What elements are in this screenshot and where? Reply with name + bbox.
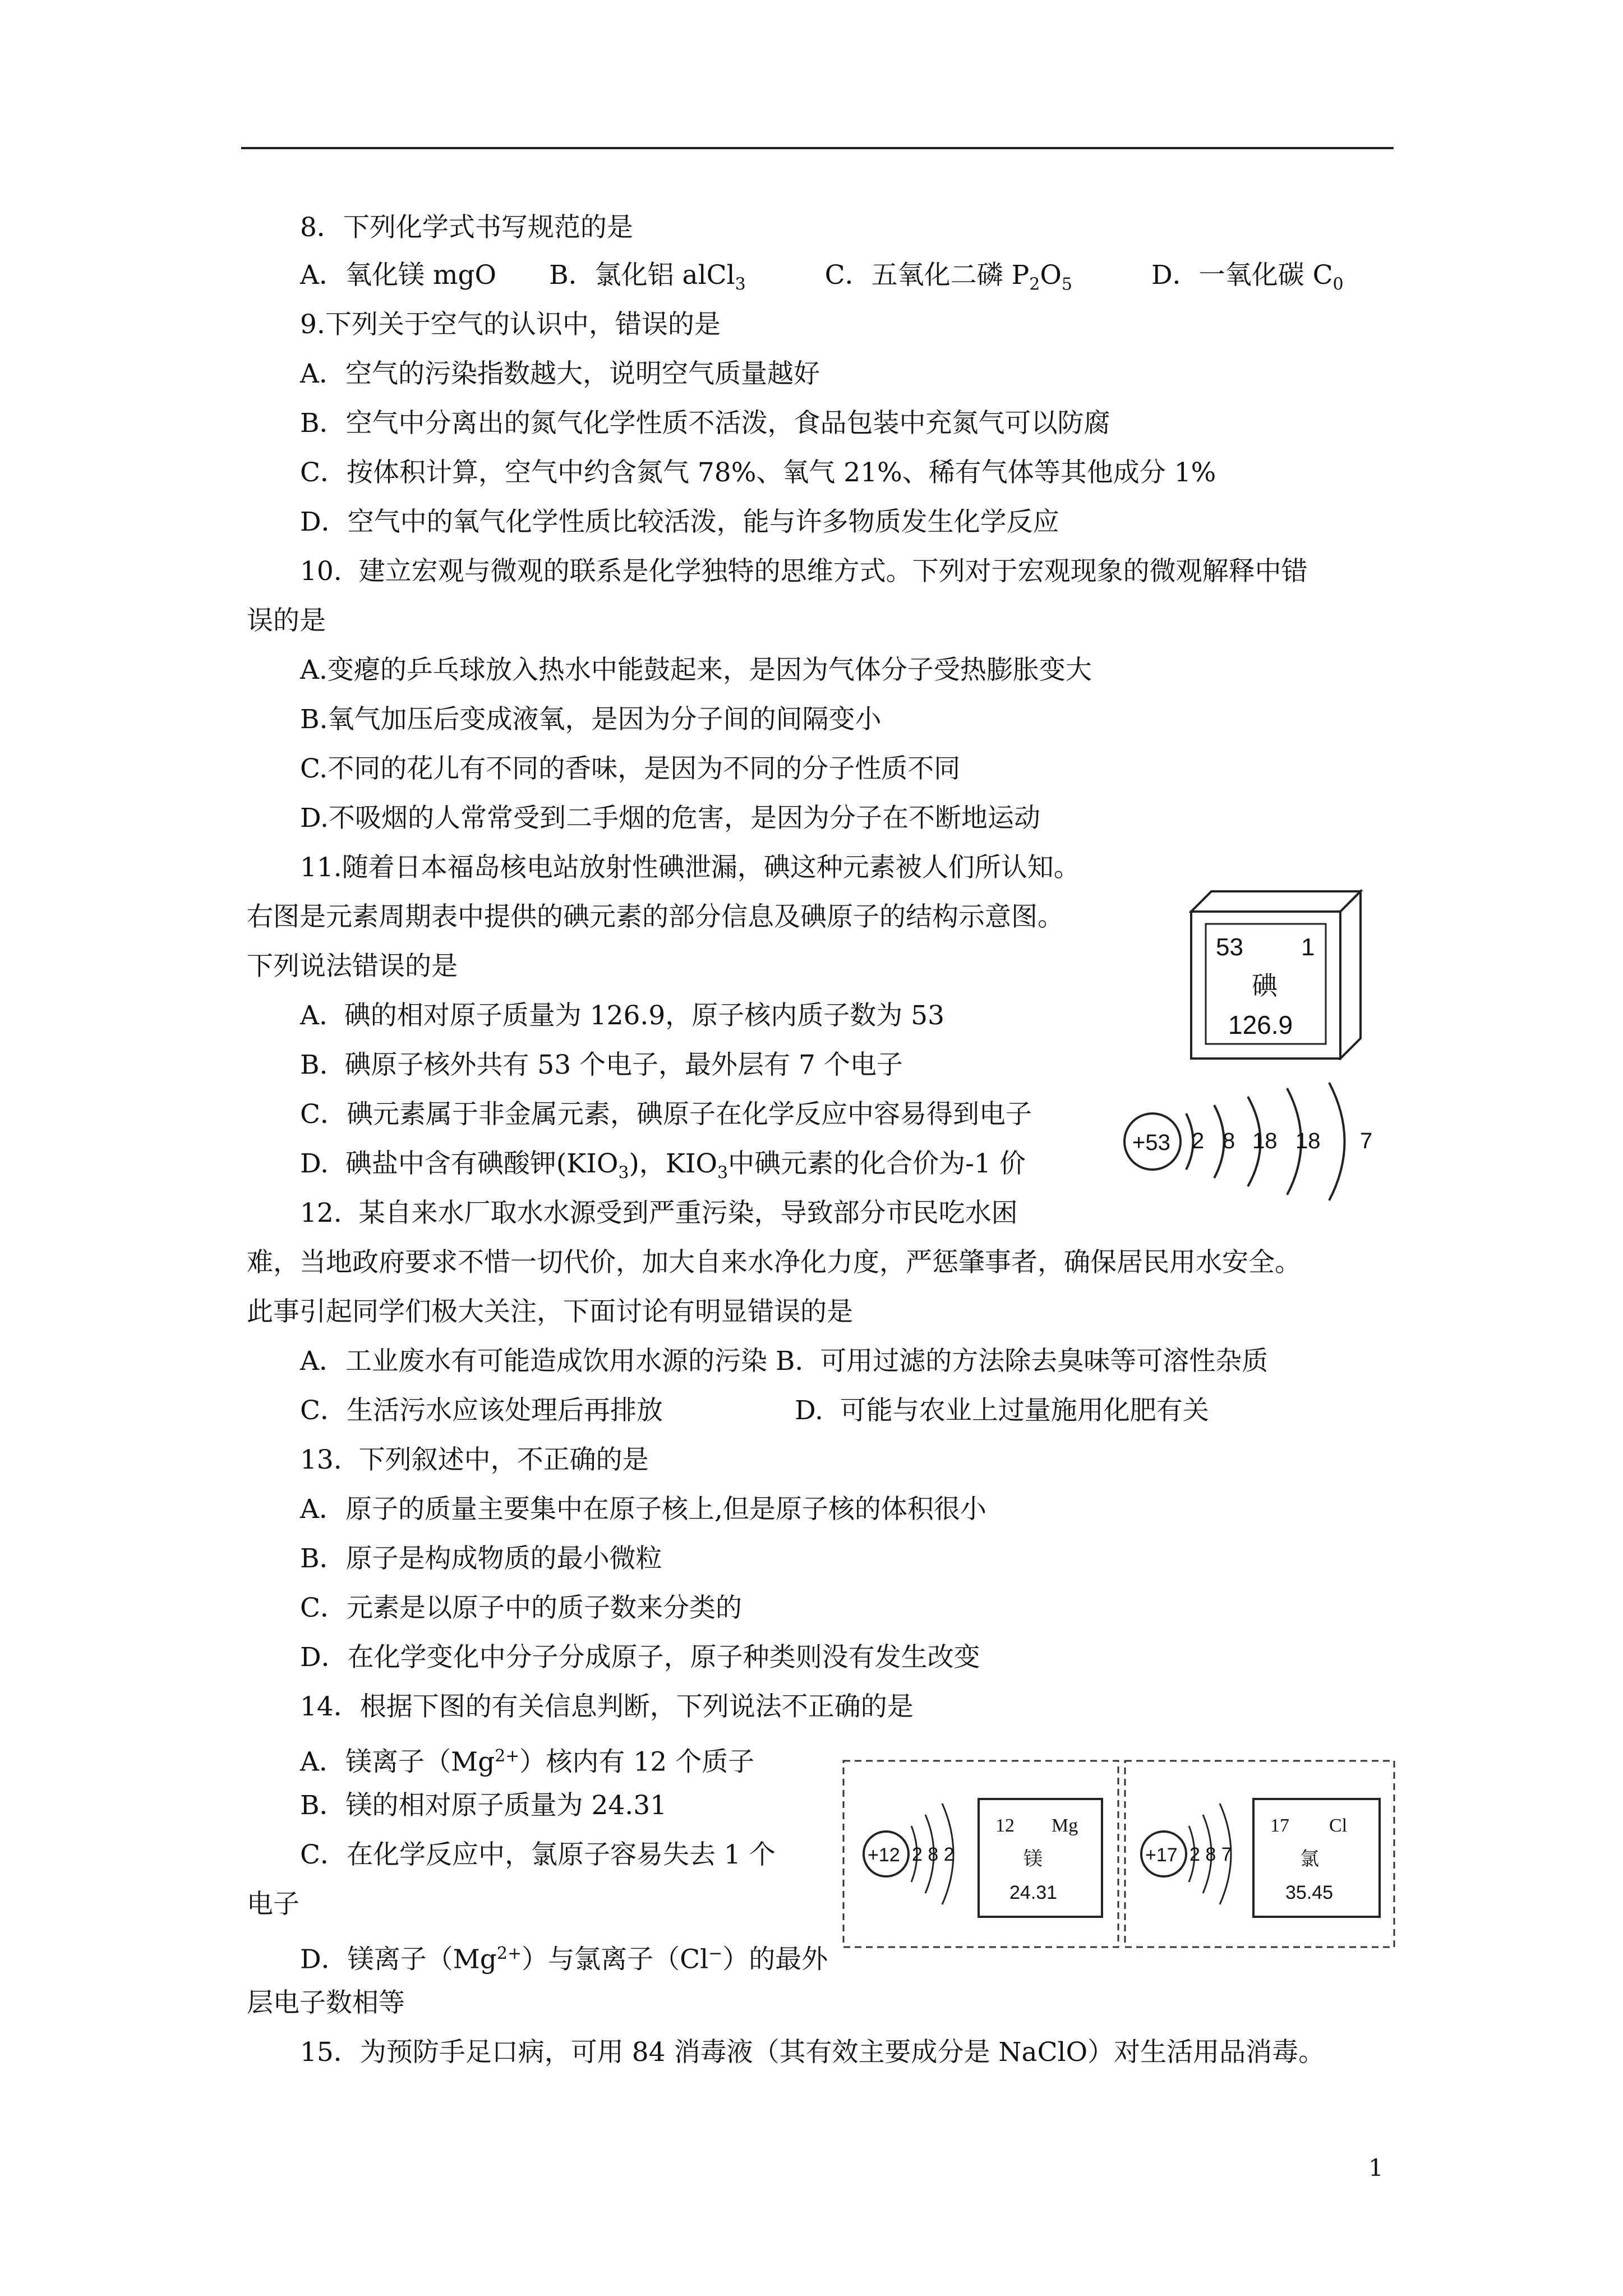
iodine-mark: 1 [1301, 933, 1315, 961]
q8-stem: 8．下列化学式书写规范的是 [300, 212, 633, 243]
q9-option-c: C．按体积计算，空气中约含氮气 78%、氧气 21%、稀有气体等其他成分 1% [300, 457, 1216, 488]
q13-option-b: B．原子是构成物质的最小微粒 [300, 1543, 662, 1574]
q10-option-c: C.不同的花儿有不同的香味，是因为不同的分子性质不同 [300, 753, 961, 784]
q9-option-b: B．空气中分离出的氮气化学性质不活泼，食品包装中充氮气可以防腐 [300, 408, 1110, 439]
mg-atomic-mass: 24.31 [1009, 1882, 1058, 1903]
iodine-atomic-number: 53 [1216, 933, 1243, 961]
q9-option-d: D．空气中的氧气化学性质比较活泼，能与许多物质发生化学反应 [300, 507, 1059, 537]
q13-option-a: A．原子的质量主要集中在原子核上,但是原子核的体积很小 [300, 1494, 986, 1525]
q13-stem: 13. 下列叙述中，不正确的是 [300, 1444, 649, 1475]
q15-stem: 15．为预防手足口病，可用 84 消毒液（其有效主要成分是 NaClO）对生活用品消毒。 [300, 2037, 1325, 2068]
q10-stem-line1: 10. 建立宏观与微观的联系是化学独特的思维方式。下列对于宏观现象的微观解释中错 [300, 556, 1308, 587]
iodine-element-cell [1189, 889, 1363, 1060]
q14-option-d-line2: 层电子数相等 [247, 1987, 405, 2018]
q13-option-d: D．在化学变化中分子分成原子，原子种类则没有发生改变 [300, 1642, 980, 1673]
q10-option-b: B.氧气加压后变成液氧，是因为分子间的间隔变小 [300, 704, 882, 735]
q12-options-cd: C．生活污水应该处理后再排放 D. 可能与农业上过量施用化肥有关 [300, 1395, 1209, 1426]
q10-stem-line2: 误的是 [247, 605, 326, 636]
cl-electrons: 2 8 7 [1189, 1844, 1232, 1865]
q12-stem-line3: 此事引起同学们极大关注，下面讨论有明显错误的是 [247, 1296, 853, 1327]
cl-name: 氯 [1300, 1848, 1319, 1870]
q11-option-c: C．碘元素属于非金属元素，碘原子在化学反应中容易得到电子 [300, 1099, 1032, 1130]
iodine-shell-1: 2 [1192, 1129, 1205, 1153]
mg-electrons: 2 8 2 [912, 1844, 955, 1865]
q11-stem-line1: 11.随着日本福岛核电站放射性碘泄漏，碘这种元素被人们所认知。 [300, 852, 1080, 883]
cl-atomic-mass: 35.45 [1285, 1882, 1334, 1903]
cl-nucleus-charge: +17 [1145, 1844, 1178, 1866]
q12-options-ab: A．工业废水有可能造成饮用水源的污染 B. 可用过滤的方法除去臭味等可溶性杂质 [300, 1346, 1269, 1377]
header-rule [241, 147, 1394, 149]
iodine-shell-2: 8 [1223, 1129, 1235, 1153]
q11-stem-line3: 下列说法错误的是 [247, 951, 458, 982]
iodine-name: 碘 [1252, 970, 1278, 1001]
mg-nucleus-charge: +12 [868, 1844, 900, 1866]
iodine-shell-4: 18 [1295, 1129, 1321, 1153]
mg-atomic-number: 12 [995, 1815, 1015, 1836]
mg-symbol: Mg [1052, 1815, 1078, 1836]
q14-option-d-line1: D．镁离子$(Mg^{2+})$与氯离子（Cl−）的最外 [300, 1944, 828, 1975]
iodine-atomic-mass: 126.9 [1228, 1010, 1293, 1039]
q11-option-a: A. 碘的相对原子质量为 126.9，原子核内质子数为 53 [300, 1000, 944, 1031]
q14-option-c-line2: 电子 [247, 1889, 299, 1920]
mg-cl-figure [841, 1759, 1396, 1949]
q14-option-b: B．镁的相对原子质量为 24.31 [300, 1790, 667, 1821]
q9-option-a: A．空气的污染指数越大，说明空气质量越好 [300, 358, 820, 389]
iodine-nucleus-charge: +53 [1132, 1130, 1170, 1155]
q8-options: A．氧化镁 mgO B．氯化铝 alCl$_3$ C．五氧化二磷 $P_2O_5$ D．一氧化碳 $C_0$ [300, 260, 1344, 295]
q14-option-c-line1: C．在化学反应中，氯原子容易失去 1 个 [300, 1839, 776, 1870]
q10-option-a: A.变瘪的乒乓球放入热水中能鼓起来，是因为气体分子受热膨胀变大 [300, 655, 1092, 685]
cl-symbol: Cl [1329, 1815, 1348, 1836]
q12-stem-line2: 难，当地政府要求不惜一切代价，加大自来水净化力度，严惩肇事者，确保居民用水安全。 [247, 1247, 1301, 1278]
iodine-atom-structure [1113, 1074, 1394, 1203]
q9-stem: 9.下列关于空气的认识中，错误的是 [300, 309, 721, 340]
page-number: 1 [1368, 2154, 1384, 2182]
q11-option-b: B. 碘原子核外共有 53 个电子，最外层有 7 个电子 [300, 1050, 903, 1080]
mg-name: 镁 [1023, 1848, 1043, 1870]
q10-option-d: D.不吸烟的人常常受到二手烟的危害，是因为分子在不断地运动 [300, 803, 1040, 834]
q14-option-a: A．镁离子$(Mg^{2+})$核内有 12 个质子 [300, 1746, 755, 1778]
q14-stem: 14．根据下图的有关信息判断，下列说法不正确的是 [300, 1691, 914, 1722]
q12-stem-line1: 12. 某自来水厂取水水源受到严重污染，导致部分市民吃水困 [300, 1198, 1018, 1228]
iodine-shell-5: 7 [1360, 1129, 1373, 1153]
q13-option-c: C．元素是以原子中的质子数来分类的 [300, 1593, 742, 1623]
q11-option-d: D. 碘盐中含有碘酸钾$(KIO_3)$，$KIO_3$中碘元素的化合价为-1 价 [300, 1148, 1026, 1183]
q11-stem-line2: 右图是元素周期表中提供的碘元素的部分信息及碘原子的结构示意图。 [247, 901, 1064, 932]
cl-atomic-number: 17 [1270, 1815, 1289, 1836]
iodine-shell-3: 18 [1252, 1129, 1278, 1153]
